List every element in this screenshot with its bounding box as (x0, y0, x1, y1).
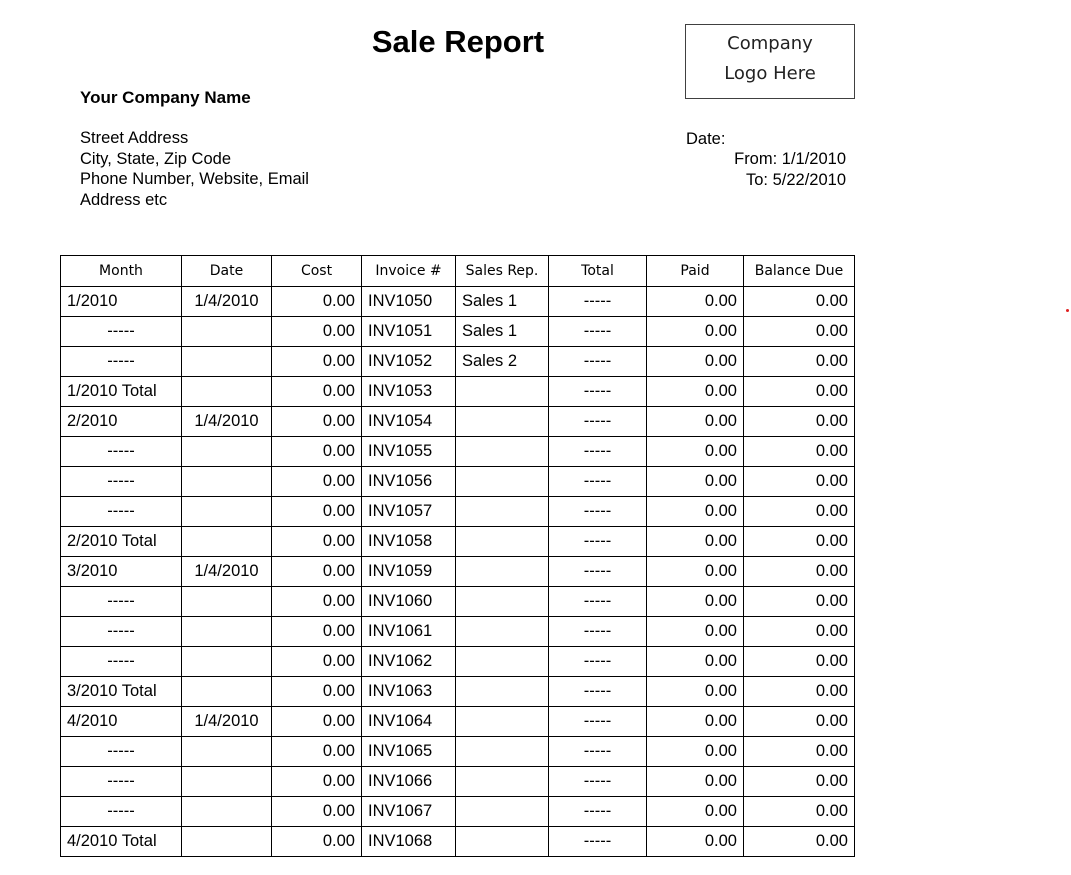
month-cell: 2/2010 (61, 407, 182, 437)
balance-due-cell: 0.00 (744, 317, 855, 347)
date-cell (182, 797, 272, 827)
column-header-date: Date (182, 256, 272, 287)
date-cell (182, 647, 272, 677)
balance-due-cell: 0.00 (744, 797, 855, 827)
total-cell: ----- (549, 377, 647, 407)
table-body (61, 287, 855, 857)
invoice-cell: INV1050 (362, 287, 456, 317)
paid-cell: 0.00 (647, 587, 744, 617)
paid-cell: 0.00 (647, 737, 744, 767)
table-header-row (61, 256, 855, 287)
month-cell: 4/2010 (61, 707, 182, 737)
sales-rep-cell (456, 707, 549, 737)
report-title: Sale Report (371, 24, 545, 59)
sales-rep-cell (456, 797, 549, 827)
total-cell: ----- (549, 767, 647, 797)
date-cell: 1/4/2010 (182, 407, 272, 437)
cost-cell: 0.00 (272, 707, 362, 737)
table-row (61, 317, 855, 347)
balance-due-cell: 0.00 (744, 677, 855, 707)
date-cell: 1/4/2010 (182, 707, 272, 737)
balance-due-cell: 0.00 (744, 527, 855, 557)
column-header-sales-rep: Sales Rep. (456, 256, 549, 287)
cost-cell: 0.00 (272, 347, 362, 377)
date-cell: 1/4/2010 (182, 557, 272, 587)
total-cell: ----- (549, 407, 647, 437)
table-row (61, 527, 855, 557)
date-cell (182, 497, 272, 527)
column-header-paid: Paid (647, 256, 744, 287)
date-label: Date: (686, 130, 726, 148)
sales-rep-cell (456, 587, 549, 617)
invoice-cell: INV1059 (362, 557, 456, 587)
month-cell: ----- (61, 347, 182, 377)
cost-cell: 0.00 (272, 317, 362, 347)
total-cell: ----- (549, 587, 647, 617)
total-cell: ----- (549, 827, 647, 857)
balance-due-cell: 0.00 (744, 767, 855, 797)
month-cell: ----- (61, 317, 182, 347)
address-line: Phone Number, Website, Email (80, 170, 309, 188)
paid-cell: 0.00 (647, 317, 744, 347)
invoice-cell: INV1055 (362, 437, 456, 467)
month-cell: 3/2010 Total (61, 677, 182, 707)
sales-rep-cell (456, 527, 549, 557)
cost-cell: 0.00 (272, 407, 362, 437)
paid-cell: 0.00 (647, 677, 744, 707)
balance-due-cell: 0.00 (744, 587, 855, 617)
month-cell: ----- (61, 767, 182, 797)
sales-rep-cell (456, 557, 549, 587)
month-cell: 1/2010 (61, 287, 182, 317)
sales-rep-cell (456, 407, 549, 437)
invoice-cell: INV1056 (362, 467, 456, 497)
table-row (61, 737, 855, 767)
cost-cell: 0.00 (272, 497, 362, 527)
logo-line-2: Logo Here (724, 63, 816, 84)
month-cell: ----- (61, 497, 182, 527)
date-cell (182, 827, 272, 857)
paid-cell: 0.00 (647, 827, 744, 857)
invoice-cell: INV1051 (362, 317, 456, 347)
cost-cell: 0.00 (272, 437, 362, 467)
table-row (61, 287, 855, 317)
cost-cell: 0.00 (272, 467, 362, 497)
paid-cell: 0.00 (647, 617, 744, 647)
paid-cell: 0.00 (647, 557, 744, 587)
month-cell: ----- (61, 797, 182, 827)
date-cell: 1/4/2010 (182, 287, 272, 317)
invoice-cell: INV1062 (362, 647, 456, 677)
invoice-cell: INV1064 (362, 707, 456, 737)
total-cell: ----- (549, 437, 647, 467)
date-cell (182, 437, 272, 467)
address-line: City, State, Zip Code (80, 149, 232, 168)
invoice-cell: INV1067 (362, 797, 456, 827)
paid-cell: 0.00 (647, 347, 744, 377)
cost-cell: 0.00 (272, 617, 362, 647)
month-cell: ----- (61, 587, 182, 617)
table-row (61, 617, 855, 647)
month-cell: 2/2010 Total (61, 527, 182, 557)
paid-cell: 0.00 (647, 497, 744, 527)
sales-table (60, 255, 855, 857)
invoice-cell: INV1063 (362, 677, 456, 707)
sales-rep-cell (456, 737, 549, 767)
paid-cell: 0.00 (647, 467, 744, 497)
company-logo-placeholder (685, 24, 855, 99)
date-cell (182, 467, 272, 497)
cost-cell: 0.00 (272, 557, 362, 587)
sales-rep-cell (456, 767, 549, 797)
total-cell: ----- (549, 557, 647, 587)
column-header-invoice: Invoice # (362, 256, 456, 287)
table-row (61, 647, 855, 677)
logo-line-1: Company (727, 33, 813, 54)
table-row (61, 797, 855, 827)
month-cell: ----- (61, 737, 182, 767)
paid-cell: 0.00 (647, 707, 744, 737)
total-cell: ----- (549, 707, 647, 737)
total-cell: ----- (549, 497, 647, 527)
paid-cell: 0.00 (647, 437, 744, 467)
date-to: To: 5/22/2010 (746, 171, 846, 189)
paid-cell: 0.00 (647, 647, 744, 677)
sales-rep-cell (456, 827, 549, 857)
invoice-cell: INV1054 (362, 407, 456, 437)
paid-cell: 0.00 (647, 767, 744, 797)
sales-rep-cell (456, 617, 549, 647)
cost-cell: 0.00 (272, 587, 362, 617)
invoice-cell: INV1066 (362, 767, 456, 797)
total-cell: ----- (549, 287, 647, 317)
total-cell: ----- (549, 467, 647, 497)
table-row (61, 707, 855, 737)
date-cell (182, 737, 272, 767)
sales-rep-cell (456, 677, 549, 707)
column-header-total: Total (549, 256, 647, 287)
total-cell: ----- (549, 317, 647, 347)
sales-rep-cell: Sales 1 (456, 317, 549, 347)
cost-cell: 0.00 (272, 677, 362, 707)
month-cell: ----- (61, 437, 182, 467)
paid-cell: 0.00 (647, 407, 744, 437)
invoice-cell: INV1052 (362, 347, 456, 377)
sales-rep-cell (456, 497, 549, 527)
balance-due-cell: 0.00 (744, 467, 855, 497)
balance-due-cell: 0.00 (744, 377, 855, 407)
month-cell: 3/2010 (61, 557, 182, 587)
sales-rep-cell (456, 467, 549, 497)
invoice-cell: INV1057 (362, 497, 456, 527)
sales-rep-cell: Sales 2 (456, 347, 549, 377)
total-cell: ----- (549, 527, 647, 557)
invoice-cell: INV1065 (362, 737, 456, 767)
table-row (61, 377, 855, 407)
table-row (61, 557, 855, 587)
address-line: Address etc (80, 190, 168, 209)
table-row (61, 767, 855, 797)
total-cell: ----- (549, 647, 647, 677)
cost-cell: 0.00 (272, 647, 362, 677)
table-row (61, 587, 855, 617)
total-cell: ----- (549, 347, 647, 377)
balance-due-cell: 0.00 (744, 437, 855, 467)
month-cell: 1/2010 Total (61, 377, 182, 407)
address-line: Street Address (80, 129, 189, 147)
table-row (61, 437, 855, 467)
date-cell (182, 587, 272, 617)
red-dot-mark (1066, 309, 1069, 312)
balance-due-cell: 0.00 (744, 737, 855, 767)
table-row (61, 347, 855, 377)
date-cell (182, 377, 272, 407)
column-header-balance-due: Balance Due (744, 256, 855, 287)
balance-due-cell: 0.00 (744, 707, 855, 737)
invoice-cell: INV1068 (362, 827, 456, 857)
company-address (80, 128, 309, 210)
date-cell (182, 677, 272, 707)
balance-due-cell: 0.00 (744, 287, 855, 317)
invoice-cell: INV1061 (362, 617, 456, 647)
cost-cell: 0.00 (272, 377, 362, 407)
date-from: From: 1/1/2010 (734, 150, 846, 168)
total-cell: ----- (549, 797, 647, 827)
cost-cell: 0.00 (272, 797, 362, 827)
total-cell: ----- (549, 677, 647, 707)
table-row (61, 497, 855, 527)
table-row (61, 827, 855, 857)
balance-due-cell: 0.00 (744, 407, 855, 437)
table-row (61, 407, 855, 437)
total-cell: ----- (549, 737, 647, 767)
balance-due-cell: 0.00 (744, 827, 855, 857)
balance-due-cell: 0.00 (744, 557, 855, 587)
month-cell: ----- (61, 647, 182, 677)
date-cell (182, 617, 272, 647)
sales-rep-cell (456, 437, 549, 467)
balance-due-cell: 0.00 (744, 347, 855, 377)
total-cell: ----- (549, 617, 647, 647)
company-name: Your Company Name (80, 88, 251, 107)
date-cell (182, 767, 272, 797)
balance-due-cell: 0.00 (744, 497, 855, 527)
sales-rep-cell (456, 377, 549, 407)
table-row (61, 677, 855, 707)
date-cell (182, 347, 272, 377)
month-cell: 4/2010 Total (61, 827, 182, 857)
paid-cell: 0.00 (647, 377, 744, 407)
column-header-month: Month (61, 256, 182, 287)
table-row (61, 467, 855, 497)
month-cell: ----- (61, 467, 182, 497)
cost-cell: 0.00 (272, 527, 362, 557)
column-header-cost: Cost (272, 256, 362, 287)
cost-cell: 0.00 (272, 767, 362, 797)
invoice-cell: INV1058 (362, 527, 456, 557)
balance-due-cell: 0.00 (744, 617, 855, 647)
invoice-cell: INV1053 (362, 377, 456, 407)
paid-cell: 0.00 (647, 287, 744, 317)
balance-due-cell: 0.00 (744, 647, 855, 677)
date-cell (182, 317, 272, 347)
paid-cell: 0.00 (647, 797, 744, 827)
date-cell (182, 527, 272, 557)
cost-cell: 0.00 (272, 287, 362, 317)
cost-cell: 0.00 (272, 827, 362, 857)
sales-rep-cell (456, 647, 549, 677)
sales-rep-cell: Sales 1 (456, 287, 549, 317)
cost-cell: 0.00 (272, 737, 362, 767)
month-cell: ----- (61, 617, 182, 647)
invoice-cell: INV1060 (362, 587, 456, 617)
paid-cell: 0.00 (647, 527, 744, 557)
